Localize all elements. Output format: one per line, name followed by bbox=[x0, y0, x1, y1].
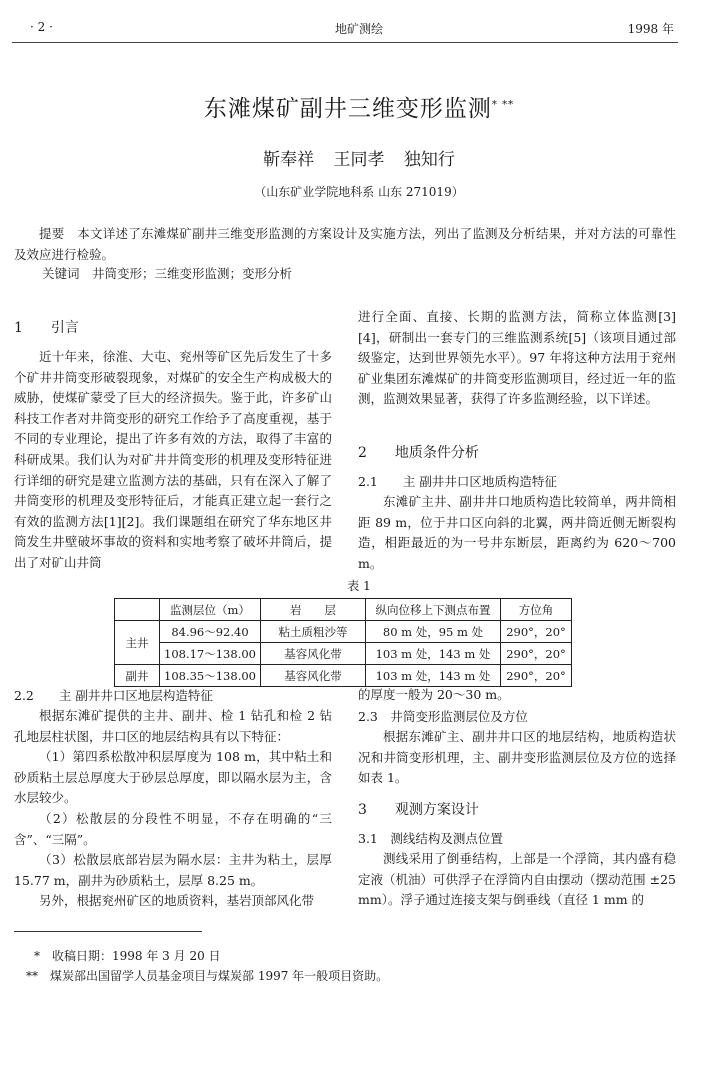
keywords-label: 关键词 bbox=[42, 266, 80, 281]
section-2-3-heading: 2.3 井筒变形监测层位及方位 bbox=[358, 709, 528, 724]
table-cell-shaft: 主井 bbox=[115, 621, 160, 665]
table-cell-points: 103 m 处，143 m 处 bbox=[366, 643, 501, 665]
authors: 靳奉祥 王同孝 独知行 bbox=[263, 150, 455, 170]
section-3-1-heading: 3.1 测线结构及测点位置 bbox=[358, 831, 503, 846]
table-cell-depth: 108.17～138.00 bbox=[160, 643, 261, 665]
affiliation: （山东矿业学院地科系 山东 271019） bbox=[254, 185, 464, 199]
intro-paragraph: 近十年来，徐淮、大屯、兖州等矿区先后发生了十多个矿井井筒变形破裂现象，对煤矿的安全生产构成极大的威胁，使煤矿蒙受了巨大的经济损失。鉴于此，许多矿山科技工作者对井筒变形的研究工作给予了高度重视，基于不同的专业理论，提出了许多有效的方法，取得了丰富的科研成果。我们认为对矿井井筒变形的机理及变形特征进行详细的研究是建立监测方法的基础，只有在深入了解了井筒变形的机理及变形特征后，才能真正建立起一套行之有效的监测方法[1][2]。我们课题组在研究了华东地区井筒发生井壁破坏事故的资料和实地考察了破坏井筒后，提出了对矿山井筒 bbox=[14, 349, 332, 570]
header-year: 1998 年 bbox=[627, 22, 674, 36]
section-2-1-heading: 2.1 主 副井井口区地质构造特征 bbox=[358, 474, 557, 489]
table-caption: 表 1 bbox=[347, 579, 371, 593]
table-header-points: 纵向位移上下测点布置 bbox=[366, 599, 501, 621]
table-cell-azimuth: 290°，20° bbox=[501, 665, 572, 687]
section-3-1-text: 测线采用了倒垂结构，上部是一个浮筒，其内盛有稳定液（机油）可供浮子在浮筒内自由摆动（摆动范围 ±25 mm）。浮子通过连接支架与倒垂线（直径 1 mm 的 bbox=[358, 851, 676, 908]
footnote-2: ** 煤炭部出国留学人员基金项目与煤炭部 1997 年一般项目资助。 bbox=[26, 969, 389, 983]
table-cell-points: 103 m 处，143 m 处 bbox=[366, 665, 501, 687]
table-cell-rock: 粘土质粗沙等 bbox=[261, 621, 366, 643]
table-row bbox=[115, 643, 572, 665]
table-header-rock: 岩 层 bbox=[261, 599, 366, 621]
keywords-text: 井筒变形；三维变形监测；变形分析 bbox=[92, 266, 293, 281]
table-cell-points: 80 m 处，95 m 处 bbox=[366, 621, 501, 643]
table-cell-azimuth: 290°，20° bbox=[501, 643, 572, 665]
table-header-azimuth: 方位角 bbox=[501, 599, 572, 621]
section-2-1-text: 东滩矿主井、副井井口地质构造比较简单，两井筒相距 89 m，位于井口区向斜的北翼，两井筒近侧无断裂构造，相距最近的为一号井东断层，距离约为 620～700 m。 bbox=[358, 494, 676, 571]
section-2-2-heading: 2.2 主 副井井口区地层构造特征 bbox=[14, 688, 213, 703]
abstract bbox=[14, 224, 676, 265]
table-cell-depth: 84.96～92.40 bbox=[160, 621, 261, 643]
table-row bbox=[115, 621, 572, 643]
journal-name: 地矿测绘 bbox=[334, 22, 383, 36]
section-2-3-text: 根据东滩矿主、副井井口区的地层结构，地质构造状况和井筒变形机理，主、副井变形监测层位及方位的选择如表 1。 bbox=[358, 729, 676, 786]
section-2-2-text: 根据东滩矿提供的主井、副井、检 1 钻孔和检 2 钻孔地层柱状图，井口区的地层结构具有以下特征： （1）第四系松散冲积层厚度为 108 m，其中粘土和砂质粘土层总厚度大于砂层总厚度，即以隔水层为主，含水层较少。 （2）松散层的分段性不明显，不存在明确的“三含”、“三隔”。 （3）松散层底部岩层为隔水层：主井为粘土，层厚 15.77 m，副井为砂质粘土，层厚 8.25 m。 另外，根据兖州矿区的地质资料，基岩顶部风化带 bbox=[14, 708, 332, 909]
table-1 bbox=[114, 598, 572, 687]
table-cell-rock: 基容风化带 bbox=[261, 643, 366, 665]
section-3-heading: 3 观测方案设计 bbox=[358, 802, 479, 818]
page-number: · 2 · bbox=[30, 20, 53, 34]
abstract-label: 提要 bbox=[39, 226, 65, 241]
intro-continuation: 进行全面、直接、长期的监测方法，简称立体监测[3][4]，研制出一套专门的三维监测系统[5]（该项目通过部级鉴定，达到世界领先水平）。97 年将这种方法用于兖州矿业集团东滩煤矿的井筒变形监测项目，经过近一年的监测，监测效果显著，获得了许多监测经验，以下详述。 bbox=[358, 309, 676, 407]
paper-title: 东滩煤矿副井三维变形监测* ** bbox=[203, 96, 515, 122]
table-cell-shaft: 副井 bbox=[115, 665, 160, 687]
table-row bbox=[115, 665, 572, 687]
title-footnote-mark: * ** bbox=[491, 99, 515, 111]
table-header-depth: 监测层位（m） bbox=[160, 599, 261, 621]
table-cell-azimuth: 290°，20° bbox=[501, 621, 572, 643]
stratum-continuation: 的厚度一般为 20～30 m。 bbox=[358, 687, 510, 702]
abstract-text: 本文详述了东滩煤矿副井三维变形监测的方案设计及实施方法，列出了监测及分析结果，并对方法的可靠性及效应进行检验。 bbox=[14, 226, 676, 262]
header-rule bbox=[12, 42, 678, 43]
table-cell-depth: 108.35～138.00 bbox=[160, 665, 261, 687]
footnote-rule bbox=[14, 931, 202, 932]
section-2-heading: 2 地质条件分析 bbox=[358, 445, 479, 461]
table-header-row bbox=[115, 599, 572, 621]
section-1-heading: 1 引言 bbox=[14, 320, 79, 336]
table-cell-rock: 基容风化带 bbox=[261, 665, 366, 687]
keywords bbox=[42, 264, 672, 285]
table-header-shaft bbox=[115, 599, 160, 621]
footnote-1: * 收稿日期：1998 年 3 月 20 日 bbox=[34, 949, 221, 963]
